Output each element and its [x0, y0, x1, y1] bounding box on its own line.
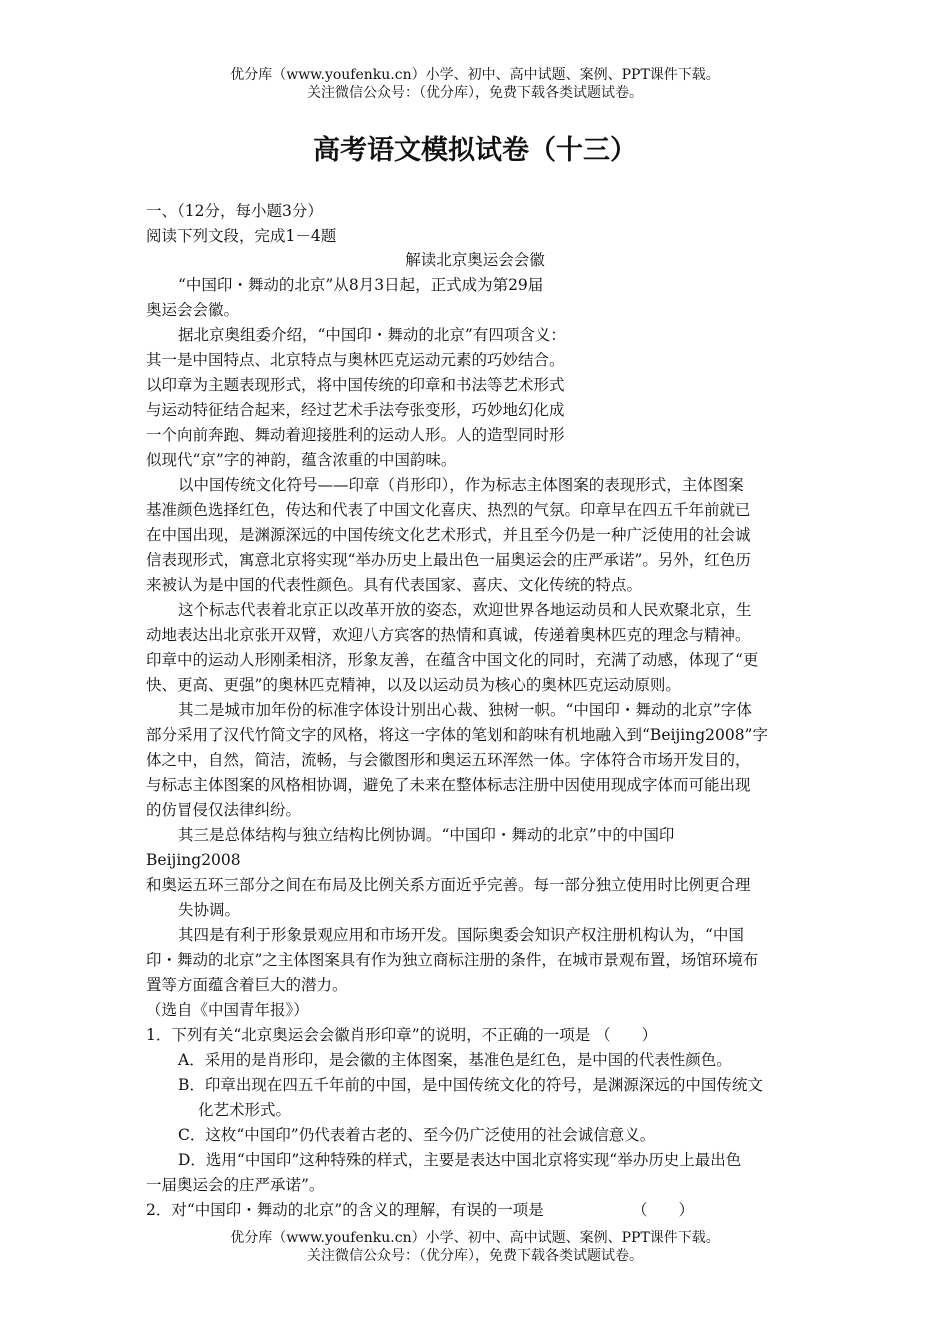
question-1-text: 1．下列有关“北京奥运会会徽肖形印章”的说明，不正确的一项是 — [146, 1026, 591, 1044]
article-line: Beijing2008 — [146, 851, 241, 869]
article-line: 在中国出现，是渊源深远的中国传统文化艺术形式，并且至今仍是一种广泛使用的社会诚 — [146, 526, 751, 544]
footer-line-1: 优分库（www.youfenku.cn）小学、初中、高中试题、案例、PPT课件下载。 — [230, 1230, 720, 1246]
question-1-option-b-cont: 化艺术形式。 — [198, 1101, 292, 1119]
section-instruction: 阅读下列文段，完成1－4题 — [146, 227, 337, 245]
article-line: 信表现形式，寓意北京将实现“举办历史上最出色一届奥运会的庄严承诺”。另外，红色历 — [146, 551, 751, 569]
article-title: 解读北京奥运会会徽 — [405, 251, 545, 269]
article-line: 与标志主体图案的风格相协调，避免了未来在整体标志注册中因使用现成字体而可能出现 — [146, 776, 751, 794]
article-line: 据北京奥组委介绍，“中国印・舞动的北京”有四项含义： — [178, 326, 566, 344]
article-line: 快、更高、更强”的奥林匹克精神，以及以运动员为核心的奥林匹克运动原则。 — [146, 676, 681, 694]
article-line: 置等方面蕴含着巨大的潜力。 — [146, 976, 348, 994]
article-line: 其四是有利于形象景观应用和市场开发。国际奥委会知识产权注册机构认为，“中国 — [178, 926, 744, 944]
article-line: 体之中，自然，简洁，流畅，与会徽图形和奥运五环浑然一体。字体符合市场开发目的， — [146, 751, 751, 769]
article-line: 部分采用了汉代竹简文字的风格，将这一字体的笔划和韵味有机地融入到“Beijing2008”字 — [146, 726, 768, 744]
article-line: 这个标志代表着北京正以改革开放的姿态，欢迎世界各地运动员和人民欢聚北京，生 — [178, 601, 752, 619]
question-1-option-d: D．选用“中国印”这种特殊的样式，主要是表达中国北京将实现“举办历史上最出色 — [178, 1151, 742, 1169]
article-line: 其三是总体结构与独立结构比例协调。“中国印・舞动的北京”中的中国印 — [178, 826, 675, 844]
article-line: 印章中的运动人形刚柔相济，形象友善，在蕴含中国文化的同时，充满了动感，体现了“更 — [146, 651, 759, 669]
article-line: 动地表达出北京张开双臂，欢迎八方宾客的热情和真诚，传递着奥林匹克的理念与精神。 — [146, 626, 751, 644]
question-1-answer-blank: （ ） — [595, 1026, 658, 1044]
question-1-stem — [146, 1025, 950, 1045]
header-line-1: 优分库（www.youfenku.cn）小学、初中、高中试题、案例、PPT课件下载。 — [230, 67, 720, 83]
article-line: 以中国传统文化符号——印章（肖形印），作为标志主体图案的表现形式，主体图案 — [178, 476, 744, 494]
article-source: （选自《中国青年报》） — [146, 1001, 309, 1019]
article-line: 来被认为是中国的代表性颜色。具有代表国家、喜庆、文化传统的特点。 — [146, 576, 643, 594]
header-line-2: 关注微信公众号：（优分库），免费下载各类试题试卷。 — [307, 85, 643, 101]
article-line: 的仿冒侵仅法律纠纷。 — [146, 801, 302, 819]
page-header — [0, 66, 950, 102]
article-line: 一个向前奔跑、舞动着迎接胜利的运动人形。人的造型同时形 — [146, 426, 565, 444]
article-line: 与运动特征结合起来，经过艺术手法夸张变形，巧妙地幻化成 — [146, 401, 565, 419]
page-footer — [0, 1229, 950, 1265]
article-line: 失协调。 — [178, 901, 241, 919]
question-1-option-c: C．这枚“中国印”仍代表着古老的、至今仍广泛使用的社会诚信意义。 — [178, 1126, 656, 1144]
article-line: 其一是中国特点、北京特点与奥林匹克运动元素的巧妙结合。 — [146, 351, 565, 369]
question-2-stem: 2．对“中国印・舞动的北京”的含义的理解，有误的一项是 — [146, 1201, 544, 1219]
section-heading: 一、（12分，每小题3分） — [146, 202, 323, 220]
page-title: 高考语文模拟试卷（十三） — [313, 135, 637, 166]
article-line: “中国印・舞动的北京”从8月3日起，正式成为第29届 — [178, 276, 544, 294]
article-line: 和奥运五环三部分之间在布局及比例关系方面近乎完善。每一部分独立使用时比例更合理 — [146, 876, 751, 894]
question-1-option-b: B．印章出现在四五千年前的中国，是中国传统文化的符号，是渊源深远的中国传统文 — [178, 1076, 763, 1094]
article-line: 其二是城市加年份的标准字体设计别出心裁、独树一帜。“中国印・舞动的北京”字体 — [178, 701, 752, 719]
footer-line-2: 关注微信公众号：（优分库），免费下载各类试题试卷。 — [307, 1248, 643, 1264]
question-1-option-d-cont: 一届奥运会的庄严承诺”。 — [146, 1176, 325, 1194]
question-1-option-a: A．采用的是肖形印，是会徽的主体图案，基准色是红色，是中国的代表性颜色。 — [178, 1051, 732, 1069]
article-line: 奥运会会徽。 — [146, 301, 240, 319]
article-line: 基准颜色选择红色，传达和代表了中国文化喜庆、热烈的气氛。印章早在四五千年前就已 — [146, 501, 751, 519]
article-line: 印・舞动的北京”之主体图案具有作为独立商标注册的条件，在城市景观布置，场馆环境布 — [146, 951, 759, 969]
article-line: 似现代“京”字的神韵，蕴含浓重的中国韵味。 — [146, 451, 457, 469]
question-2-answer-blank: （ ） — [632, 1201, 695, 1219]
article-line: 以印章为主题表现形式，将中国传统的印章和书法等艺术形式 — [146, 376, 565, 394]
